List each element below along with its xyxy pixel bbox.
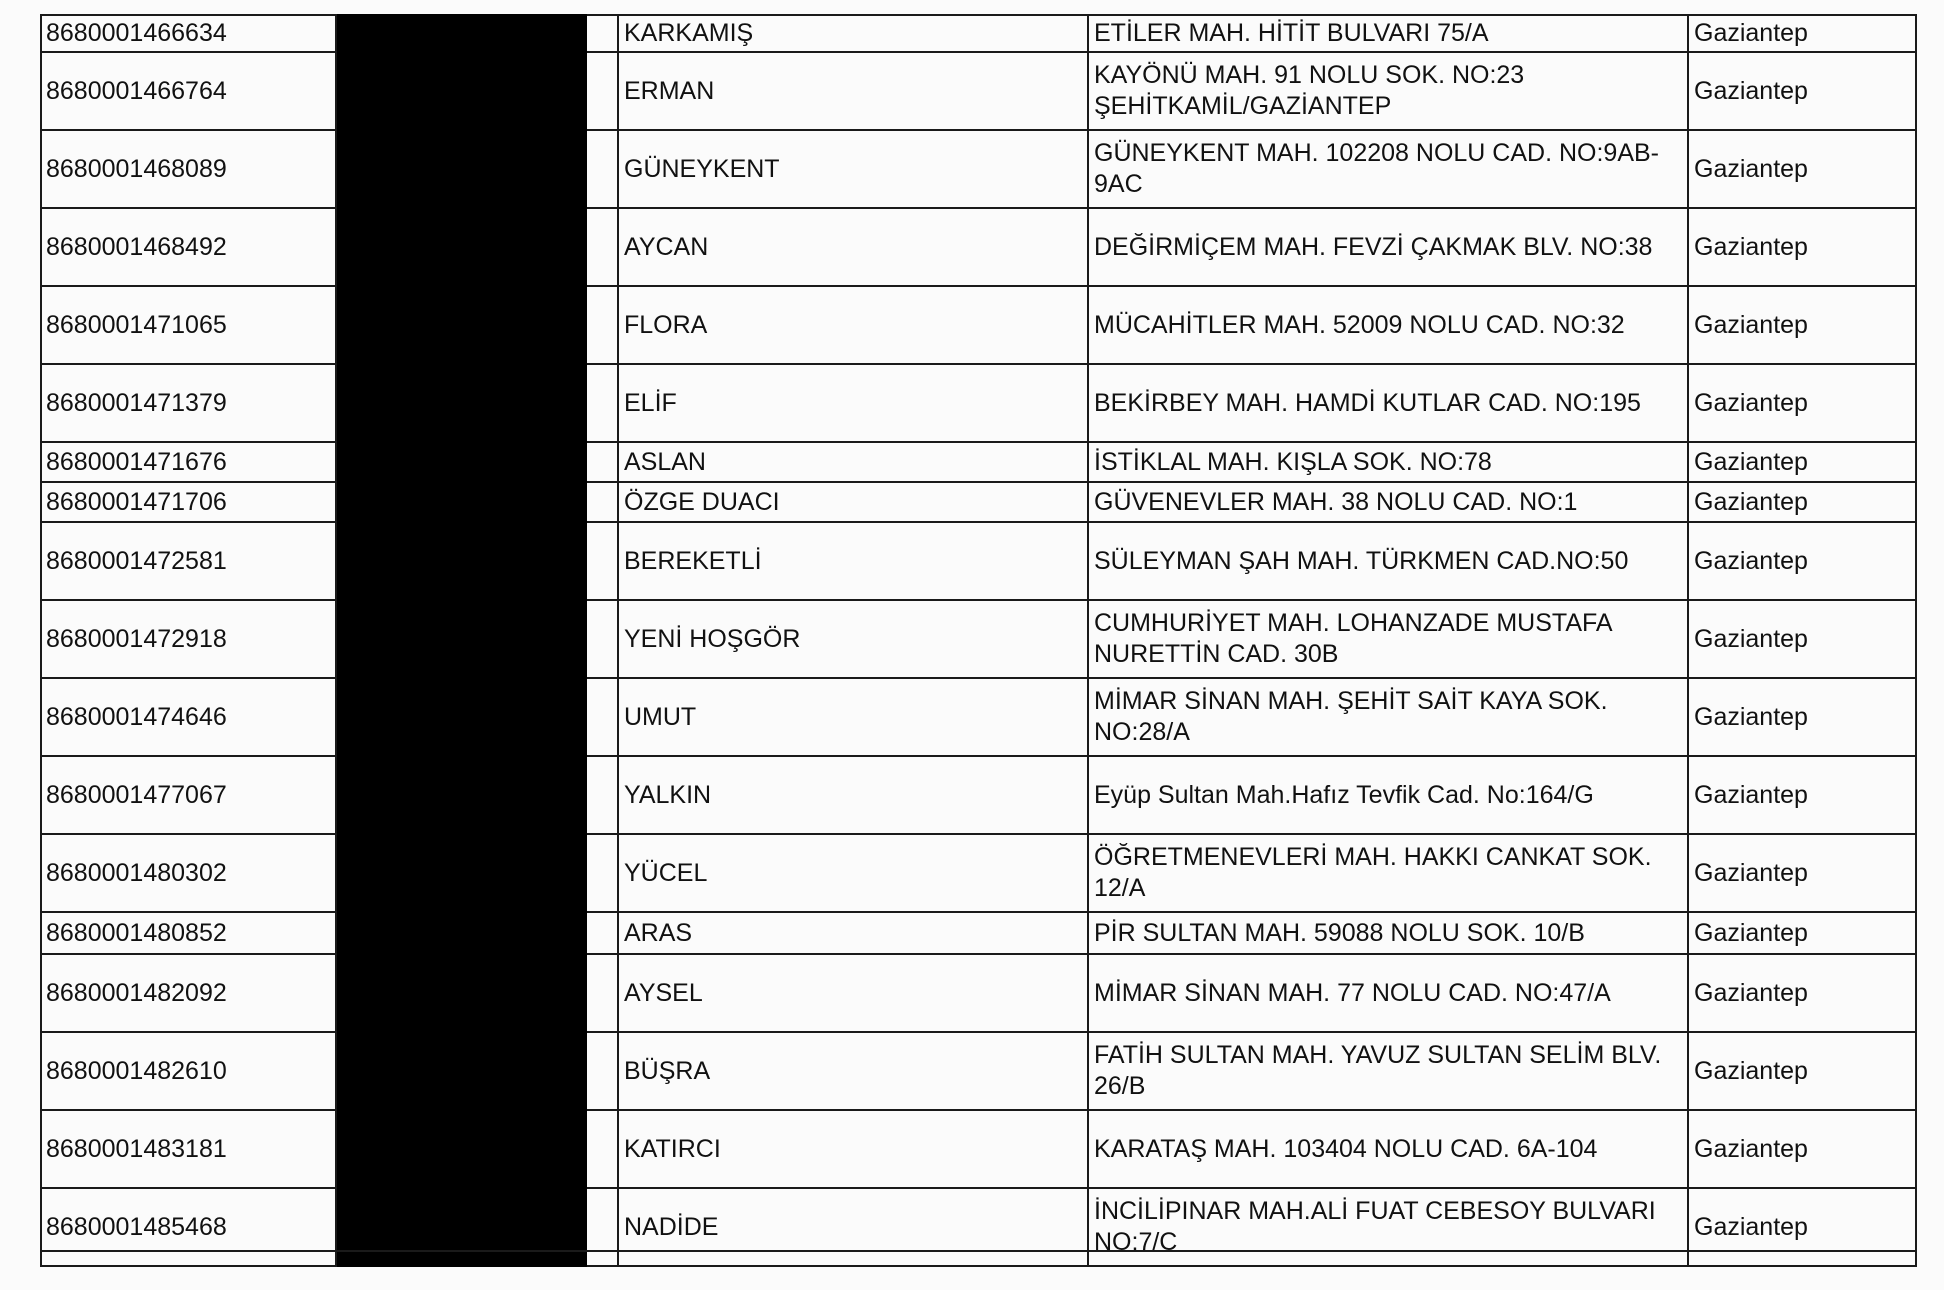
pharmacy-name-cell: GÜNEYKENT [618,130,1088,208]
spacer-cell [586,522,618,600]
table-row [41,1032,1916,1110]
gln-code-cell: 8680001466764 [41,52,336,130]
gln-code-cell: 8680001466634 [41,15,336,52]
address-cell: MÜCAHİTLER MAH. 52009 NOLU CAD. NO:32 [1088,286,1688,364]
address-cell: CUMHURİYET MAH. LOHANZADE MUSTAFA NURETTİN CAD. 30B [1088,600,1688,678]
address-cell: SÜLEYMAN ŞAH MAH. TÜRKMEN CAD.NO:50 [1088,522,1688,600]
pharmacy-name-cell: YÜCEL [618,834,1088,912]
table-row [41,678,1916,756]
pharmacy-table [40,14,1917,1267]
city-cell: Gaziantep [1688,912,1916,954]
table-row [41,1188,1916,1266]
city-cell: Gaziantep [1688,834,1916,912]
gln-code-cell: 8680001471379 [41,364,336,442]
table-row [41,954,1916,1032]
city-cell: Gaziantep [1688,1032,1916,1110]
city-cell: Gaziantep [1688,1188,1916,1266]
gln-code-cell: 8680001480302 [41,834,336,912]
gln-code-cell: 8680001472918 [41,600,336,678]
spacer-cell [586,834,618,912]
redacted-cell [336,130,586,208]
redacted-cell [336,15,586,52]
spacer-cell [586,482,618,522]
spacer-cell [586,52,618,130]
address-cell: ÖĞRETMENEVLERİ MAH. HAKKI CANKAT SOK. 12/A [1088,834,1688,912]
table-row [41,208,1916,286]
gln-code-cell: 8680001474646 [41,678,336,756]
redacted-cell [336,756,586,834]
redacted-cell [336,954,586,1032]
gln-code-cell: 8680001482092 [41,954,336,1032]
spacer-cell [586,15,618,52]
spacer-cell [586,208,618,286]
city-cell: Gaziantep [1688,208,1916,286]
city-cell: Gaziantep [1688,1110,1916,1188]
redacted-cell [336,1188,586,1266]
spacer-cell [586,442,618,482]
table-row [41,52,1916,130]
address-cell: GÜVENEVLER MAH. 38 NOLU CAD. NO:1 [1088,482,1688,522]
redacted-cell [336,442,586,482]
spacer-cell [586,954,618,1032]
pharmacy-name-cell: AYCAN [618,208,1088,286]
redacted-cell [336,52,586,130]
redacted-cell [336,1032,586,1110]
spacer-cell [586,678,618,756]
table-row [41,522,1916,600]
pharmacy-name-cell: AYSEL [618,954,1088,1032]
address-cell: İSTİKLAL MAH. KIŞLA SOK. NO:78 [1088,442,1688,482]
spacer-cell [586,130,618,208]
pharmacy-name-cell: KARKAMIŞ [618,15,1088,52]
pharmacy-name-cell: UMUT [618,678,1088,756]
table-row [41,1110,1916,1188]
city-cell: Gaziantep [1688,52,1916,130]
city-cell: Gaziantep [1688,442,1916,482]
gln-code-cell: 8680001477067 [41,756,336,834]
spacer-cell [586,1032,618,1110]
gln-code-cell: 8680001483181 [41,1110,336,1188]
city-cell: Gaziantep [1688,600,1916,678]
gln-code-cell: 8680001471676 [41,442,336,482]
pharmacy-name-cell: ARAS [618,912,1088,954]
gln-code-cell: 8680001482610 [41,1032,336,1110]
city-cell: Gaziantep [1688,15,1916,52]
spacer-cell [586,756,618,834]
city-cell: Gaziantep [1688,756,1916,834]
spacer-cell [586,600,618,678]
redacted-cell [336,600,586,678]
address-cell: GÜNEYKENT MAH. 102208 NOLU CAD. NO:9AB-9AC [1088,130,1688,208]
address-cell: MİMAR SİNAN MAH. 77 NOLU CAD. NO:47/A [1088,954,1688,1032]
city-cell: Gaziantep [1688,286,1916,364]
gln-code-cell: 8680001472581 [41,522,336,600]
spacer-cell [586,1110,618,1188]
gln-code-cell: 8680001468089 [41,130,336,208]
redacted-cell [336,1110,586,1188]
address-cell: ETİLER MAH. HİTİT BULVARI 75/A [1088,15,1688,52]
table-row [41,600,1916,678]
address-cell: PİR SULTAN MAH. 59088 NOLU SOK. 10/B [1088,912,1688,954]
gln-code-cell: 8680001471065 [41,286,336,364]
redacted-cell [336,482,586,522]
redacted-cell [336,522,586,600]
address-cell: BEKİRBEY MAH. HAMDİ KUTLAR CAD. NO:195 [1088,364,1688,442]
table-row [41,286,1916,364]
redacted-cell [336,286,586,364]
city-cell: Gaziantep [1688,364,1916,442]
address-cell: FATİH SULTAN MAH. YAVUZ SULTAN SELİM BLV. 26/B [1088,1032,1688,1110]
redacted-cell [336,208,586,286]
gln-code-cell: 8680001468492 [41,208,336,286]
pharmacy-name-cell: ELİF [618,364,1088,442]
city-cell: Gaziantep [1688,130,1916,208]
redacted-cell [336,364,586,442]
pharmacy-name-cell: ERMAN [618,52,1088,130]
city-cell: Gaziantep [1688,678,1916,756]
redacted-cell [336,678,586,756]
pharmacy-name-cell: BÜŞRA [618,1032,1088,1110]
address-cell: DEĞİRMİÇEM MAH. FEVZİ ÇAKMAK BLV. NO:38 [1088,208,1688,286]
redacted-cell [336,834,586,912]
city-cell: Gaziantep [1688,954,1916,1032]
pharmacy-name-cell: ÖZGE DUACI [618,482,1088,522]
address-cell: MİMAR SİNAN MAH. ŞEHİT SAİT KAYA SOK. NO:28/A [1088,678,1688,756]
spacer-cell [586,364,618,442]
address-cell: KAYÖNÜ MAH. 91 NOLU SOK. NO:23 ŞEHİTKAMİL/GAZİANTEP [1088,52,1688,130]
table-row [41,834,1916,912]
pharmacy-name-cell: ASLAN [618,442,1088,482]
pharmacy-name-cell: BEREKETLİ [618,522,1088,600]
table-row [41,442,1916,482]
table-row [41,15,1916,52]
address-cell: KARATAŞ MAH. 103404 NOLU CAD. 6A-104 [1088,1110,1688,1188]
redacted-cell [336,912,586,954]
address-cell: Eyüp Sultan Mah.Hafız Tevfik Cad. No:164/G [1088,756,1688,834]
gln-code-cell: 8680001480852 [41,912,336,954]
spacer-cell [586,1188,618,1266]
pharmacy-name-cell: YALKIN [618,756,1088,834]
table-row [41,482,1916,522]
address-cell: İNCİLİPINAR MAH.ALİ FUAT CEBESOY BULVARI NO:7/C [1088,1188,1688,1266]
pharmacy-name-cell: FLORA [618,286,1088,364]
pharmacy-name-cell: NADİDE [618,1188,1088,1266]
gln-code-cell: 8680001471706 [41,482,336,522]
gln-code-cell: 8680001485468 [41,1188,336,1266]
table-bottom-rule [40,1250,1915,1252]
pharmacy-name-cell: YENİ HOŞGÖR [618,600,1088,678]
city-cell: Gaziantep [1688,522,1916,600]
table-body [41,15,1916,1266]
table-row [41,912,1916,954]
table-row [41,364,1916,442]
city-cell: Gaziantep [1688,482,1916,522]
spacer-cell [586,912,618,954]
spacer-cell [586,286,618,364]
table-row [41,756,1916,834]
table-row [41,130,1916,208]
pharmacy-name-cell: KATIRCI [618,1110,1088,1188]
